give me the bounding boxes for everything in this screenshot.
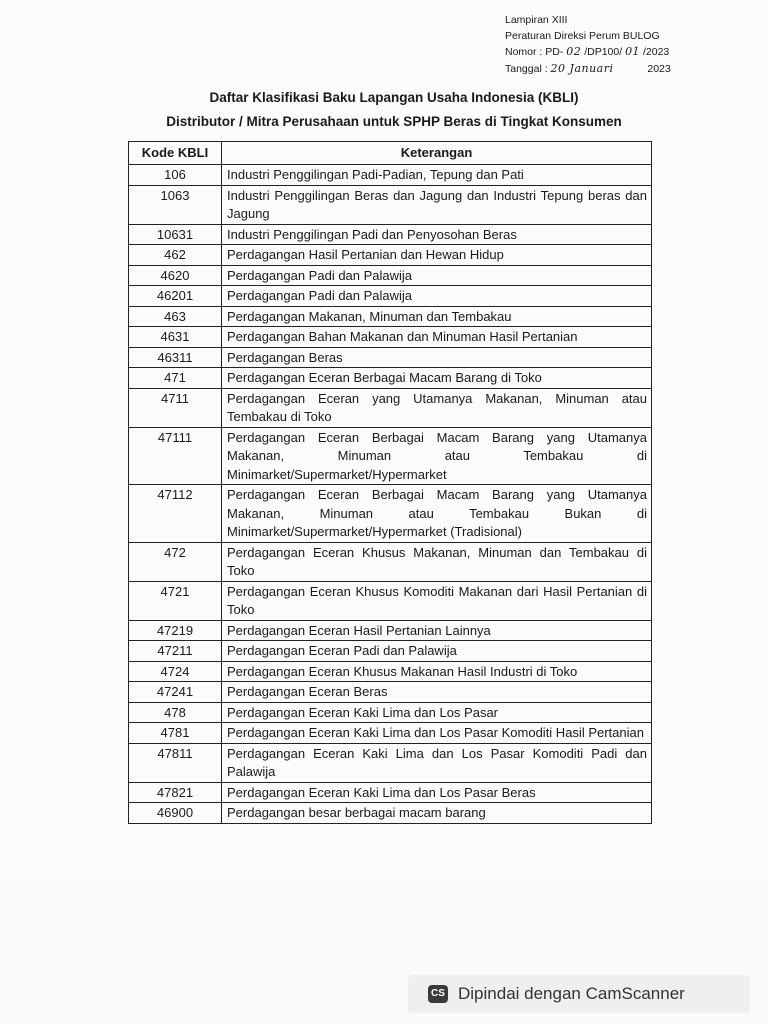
header-kode-kbli: Kode KBLI [129, 142, 222, 165]
kbli-code-cell: 46201 [129, 286, 222, 307]
kbli-code-cell: 47811 [129, 743, 222, 782]
table-header-row [129, 142, 652, 165]
kbli-code-cell: 4620 [129, 265, 222, 286]
nomor-handwritten-1: 02 [566, 45, 582, 58]
kbli-code-cell: 4631 [129, 327, 222, 348]
table-row [129, 581, 652, 620]
kbli-code-cell: 472 [129, 542, 222, 581]
kbli-code-cell: 463 [129, 306, 222, 327]
camscanner-text: Dipindai dengan CamScanner [458, 984, 685, 1003]
table-row [129, 743, 652, 782]
document-title-line1: Daftar Klasifikasi Baku Lapangan Usaha Indonesia (KBLI) [209, 90, 579, 105]
table-row [129, 641, 652, 662]
kbli-code-cell: 10631 [129, 224, 222, 245]
keterangan-cell: Perdagangan Hasil Pertanian dan Hewan Hidup [222, 245, 652, 266]
table-row [129, 620, 652, 641]
table-row [129, 224, 652, 245]
tanggal-year: 2023 [647, 62, 671, 75]
kbli-code-cell: 47821 [129, 782, 222, 803]
keterangan-cell: Perdagangan Eceran yang Utamanya Makanan, Minuman atau Tembakau di Toko [222, 388, 652, 427]
attachment-line2: Peraturan Direksi Perum BULOG [505, 29, 660, 42]
keterangan-cell: Perdagangan Eceran Kaki Lima dan Los Pasar [222, 702, 652, 723]
kbli-code-cell: 462 [129, 245, 222, 266]
keterangan-cell: Perdagangan Eceran Hasil Pertanian Lainnya [222, 620, 652, 641]
keterangan-cell: Industri Penggilingan Beras dan Jagung dan Industri Tepung beras dan Jagung [222, 185, 652, 224]
tanggal-handwritten: 20 Januari [550, 61, 614, 75]
kbli-code-cell: 106 [129, 165, 222, 186]
kbli-code-cell: 4724 [129, 661, 222, 682]
camscanner-badge [408, 975, 750, 1013]
kbli-code-cell: 4711 [129, 388, 222, 427]
kbli-code-cell: 1063 [129, 185, 222, 224]
table-body [129, 165, 652, 824]
kbli-code-cell: 478 [129, 702, 222, 723]
kbli-code-cell: 47111 [129, 427, 222, 485]
table-row [129, 388, 652, 427]
table-row [129, 368, 652, 389]
table-row [129, 245, 652, 266]
table-row [129, 485, 652, 543]
table-row [129, 427, 652, 485]
keterangan-cell: Perdagangan Beras [222, 347, 652, 368]
keterangan-cell: Perdagangan Eceran Kaki Lima dan Los Pasar Komoditi Padi dan Palawija [222, 743, 652, 782]
keterangan-cell: Industri Penggilingan Padi-Padian, Tepung dan Pati [222, 165, 652, 186]
table-row [129, 327, 652, 348]
kbli-code-cell: 47112 [129, 485, 222, 543]
keterangan-cell: Perdagangan Eceran Berbagai Macam Barang di Toko [222, 368, 652, 389]
keterangan-cell: Perdagangan Eceran Berbagai Macam Barang yang Utamanya Makanan, Minuman atau Tembakau Bukan di Minimarket/Supermarket/Hypermarket (Tradisional) [222, 485, 652, 543]
table-row [129, 185, 652, 224]
table-row [129, 265, 652, 286]
attachment-tanggal [505, 61, 671, 78]
attachment-line1: Lampiran XIII [505, 14, 568, 26]
table-row [129, 723, 652, 744]
table-row [129, 803, 652, 824]
keterangan-cell: Industri Penggilingan Padi dan Penyosohan Beras [222, 224, 652, 245]
keterangan-cell: Perdagangan Eceran Kaki Lima dan Los Pasar Beras [222, 782, 652, 803]
table-row [129, 542, 652, 581]
keterangan-cell: Perdagangan Eceran Padi dan Palawija [222, 641, 652, 662]
keterangan-cell: Perdagangan Eceran Khusus Makanan Hasil Industri di Toko [222, 661, 652, 682]
table-row [129, 782, 652, 803]
table-row [129, 702, 652, 723]
header-keterangan: Keterangan [222, 142, 652, 165]
keterangan-cell: Perdagangan Makanan, Minuman dan Tembakau [222, 306, 652, 327]
table-row [129, 347, 652, 368]
keterangan-cell: Perdagangan Eceran Berbagai Macam Barang yang Utamanya Makanan, Minuman atau Tembakau di Minimarket/Supermarket/Hypermarket [222, 427, 652, 485]
table-row [129, 661, 652, 682]
keterangan-cell: Perdagangan Padi dan Palawija [222, 265, 652, 286]
camscanner-logo-icon: CS [428, 985, 448, 1003]
keterangan-cell: Perdagangan Eceran Khusus Komoditi Makanan dari Hasil Pertanian di Toko [222, 581, 652, 620]
kbli-code-cell: 4781 [129, 723, 222, 744]
kbli-code-cell: 4721 [129, 581, 222, 620]
keterangan-cell: Perdagangan Bahan Makanan dan Minuman Hasil Pertanian [222, 327, 652, 348]
nomor-mid: /DP100/ [584, 46, 623, 58]
keterangan-cell: Perdagangan Eceran Khusus Makanan, Minuman dan Tembakau di Toko [222, 542, 652, 581]
keterangan-cell: Perdagangan besar berbagai macam barang [222, 803, 652, 824]
kbli-code-cell: 47211 [129, 641, 222, 662]
keterangan-cell: Perdagangan Padi dan Palawija [222, 286, 652, 307]
document-title-line2: Distributor / Mitra Perusahaan untuk SPHP Beras di Tingkat Konsumen [166, 114, 622, 129]
kbli-code-cell: 46311 [129, 347, 222, 368]
attachment-nomor [505, 44, 671, 61]
kbli-code-cell: 46900 [129, 803, 222, 824]
table-row [129, 682, 652, 703]
nomor-handwritten-2: 01 [625, 45, 641, 58]
kbli-table [128, 141, 652, 824]
kbli-code-cell: 471 [129, 368, 222, 389]
table-row [129, 286, 652, 307]
kbli-code-cell: 47241 [129, 682, 222, 703]
keterangan-cell: Perdagangan Eceran Kaki Lima dan Los Pasar Komoditi Hasil Pertanian [222, 723, 652, 744]
attachment-header [505, 13, 671, 77]
table-row [129, 306, 652, 327]
table-row [129, 165, 652, 186]
keterangan-cell: Perdagangan Eceran Beras [222, 682, 652, 703]
nomor-suffix: /2023 [642, 46, 670, 58]
nomor-prefix: Nomor : PD- [505, 46, 564, 58]
kbli-code-cell: 47219 [129, 620, 222, 641]
tanggal-label: Tanggal : [505, 62, 548, 75]
